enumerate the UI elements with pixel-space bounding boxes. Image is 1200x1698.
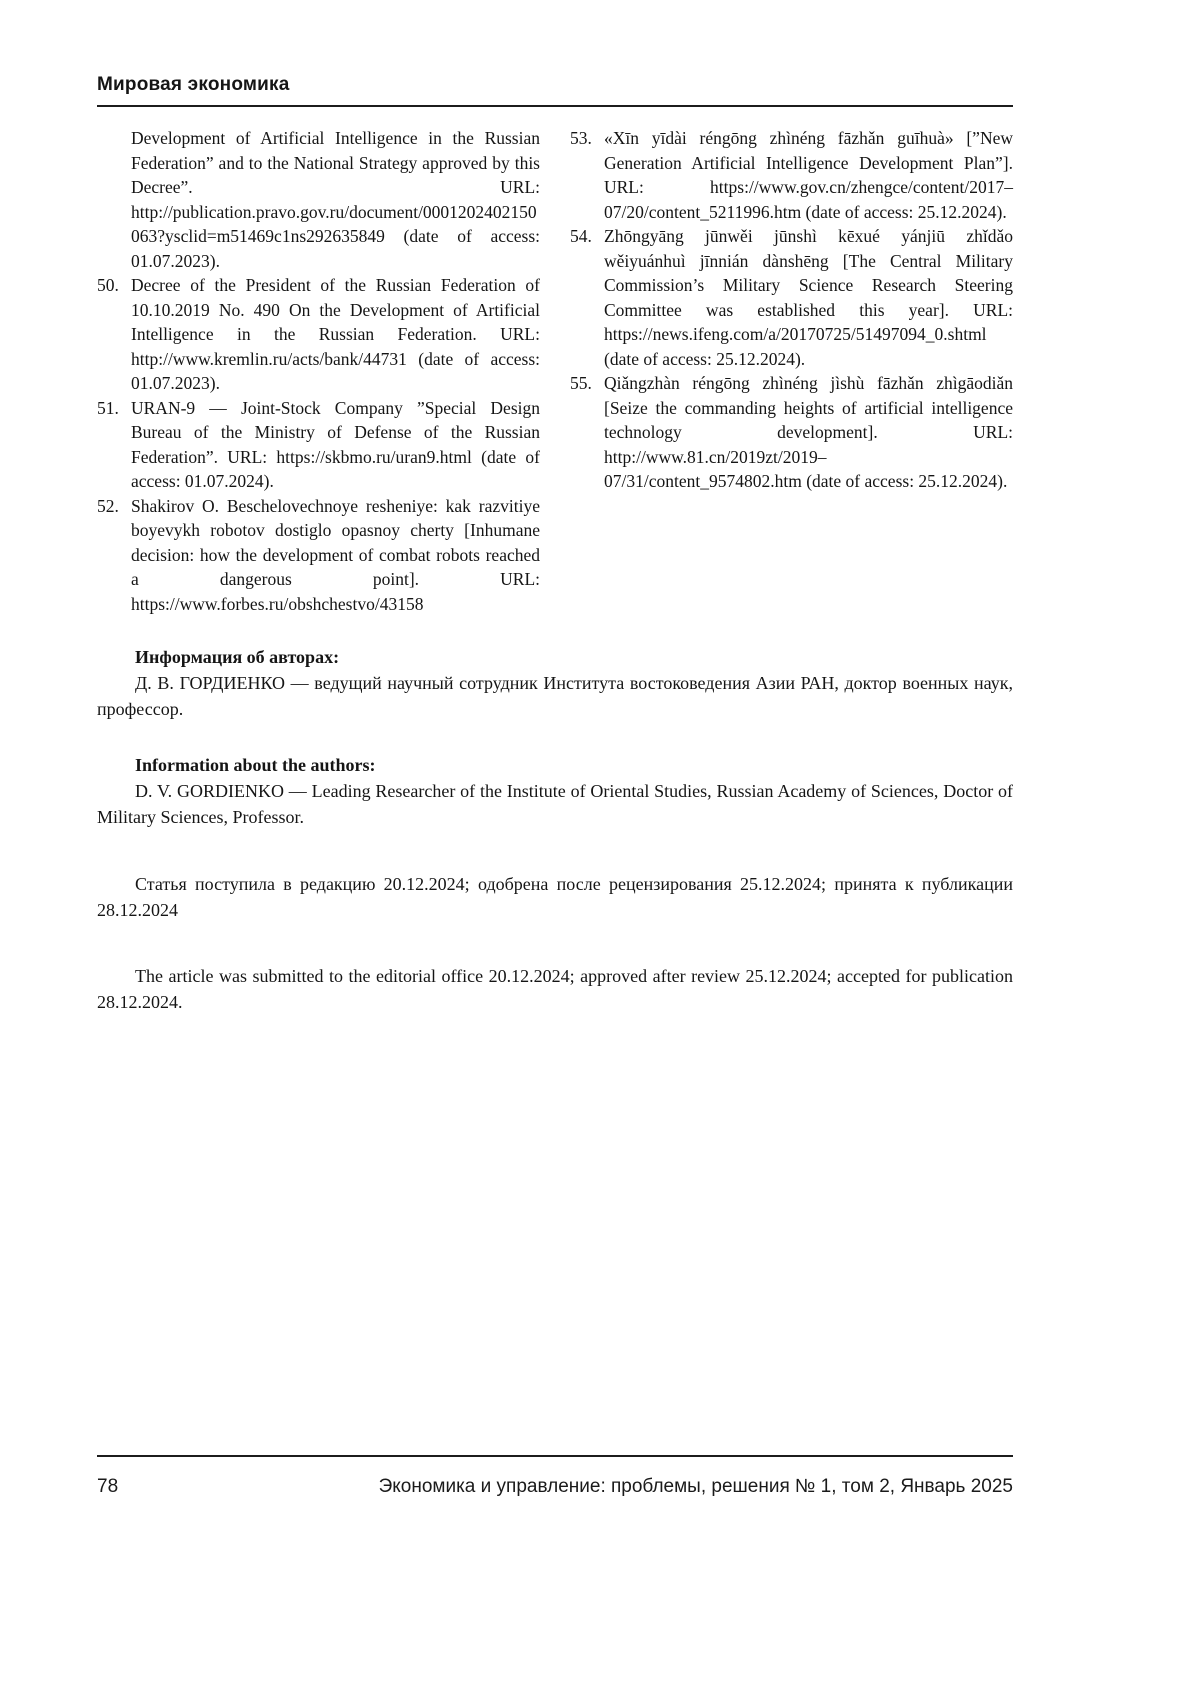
authors-info-en-text: D. V. GORDIENKO — Leading Researcher of the Institute of Oriental Studies, Russian Academy of Sciences, Doctor of Military Sciences, Professor.	[97, 781, 1013, 828]
reference-text: Development of Artificial Intelligence in the Russian Federation” and to the National Strategy approved by this Decree”. URL: http://publication.pravo.gov.ru/document/0001202402150063?ysclid=m51469c1ns292635849 (date of access: 01.07.2023).	[131, 128, 540, 271]
reference-item	[570, 126, 1013, 224]
submission-note-en: The article was submitted to the editorial office 20.12.2024; approved after review 25.12.2024; accepted for publication 28.12.2024.	[97, 965, 1013, 1012]
running-head: Мировая экономика	[97, 74, 290, 95]
reference-number: 52.	[97, 495, 119, 516]
reference-text: Decree of the President of the Russian Federation of 10.10.2019 No. 490 On the Development of Artificial Intelligence in the Russian Federation. URL: http://www.kremlin.ru/acts/bank/44731 (date of access: 01.07.2023).	[131, 275, 540, 393]
reference-item	[97, 126, 540, 273]
reference-number: 55.	[570, 373, 592, 393]
header-rule	[97, 105, 1013, 107]
reference-number: 53.	[570, 128, 592, 148]
reference-number: 50.	[97, 275, 119, 295]
reference-number: 54.	[570, 226, 592, 246]
reference-item	[570, 371, 1013, 494]
reference-number: 51.	[97, 397, 119, 418]
reference-text: Qiǎngzhàn réngōng zhìnéng jìshù fāzhǎn zhìgāodiǎn [Seize the commanding heights of artificial intelligence technology development]. URL: http://www.81.cn/2019zt/2019–07/31/content_9574802.htm (date of access: 25.12.2024).	[604, 373, 1013, 491]
references-left-column	[97, 126, 540, 616]
reference-item	[97, 273, 540, 396]
page-content	[97, 74, 1013, 1015]
authors-info-en-heading: Information about the authors:	[135, 755, 376, 776]
journal-title: Экономика и управление: проблемы, решения № 1, том 2, Январь 2025	[378, 1476, 1013, 1497]
reference-text: «Xīn yīdài réngōng zhìnéng fāzhǎn guīhuà» [”New Generation Artificial Intelligence Development Plan”]. URL: https://www.gov.cn/zhengce/content/2017–07/20/content_5211996.htm (date of access: 25.12.2024).	[604, 128, 1013, 222]
reference-text: Zhōngyāng jūnwěi jūnshì kēxué yánjiū zhǐdǎo wěiyuánhuì jīnnián dànshēng [The Central Military Commission’s Military Science Research Steering Committee was established this year]. URL: https://news.ifeng.com/a/20170725/51497094_0.shtml (date of access: 25.12.2024).	[604, 226, 1013, 369]
reference-text: URAN-9 — Joint-Stock Company ”Special Design Bureau of the Ministry of Defense of the Russian Federation”. URL: https://skbmo.ru/uran9.html (date of access: 01.07.2024).	[131, 397, 540, 491]
authors-info-ru	[97, 644, 1013, 722]
reference-item	[97, 396, 540, 494]
submission-note-ru: Статья поступила в редакцию 20.12.2024; одобрена после рецензирования 25.12.2024; принята к публикации 28.12.2024	[97, 873, 1013, 920]
authors-info-ru-heading: Информация об авторах:	[135, 647, 340, 667]
page-number: 78	[97, 1476, 119, 1497]
authors-info-en	[97, 752, 1013, 830]
references-section	[97, 126, 1013, 616]
reference-item	[97, 494, 540, 617]
reference-text: Shakirov O. Beschelovechnoye resheniye: kak razvitiye boyevykh robotov dostiglo opasnoy cherty [Inhumane decision: how the development of combat robots reached a dangerous point]. URL: https://www.forbes.ru/obshchestvo/43158	[131, 495, 540, 614]
authors-info-ru-text: Д. В. ГОРДИЕНКО — ведущий научный сотрудник Института востоковедения Азии РАН, доктор военных наук, профессор.	[97, 673, 1013, 720]
footer-rule	[97, 1455, 1013, 1457]
reference-item	[570, 224, 1013, 371]
page-footer	[97, 1455, 1013, 1498]
references-right-column	[570, 126, 1013, 616]
